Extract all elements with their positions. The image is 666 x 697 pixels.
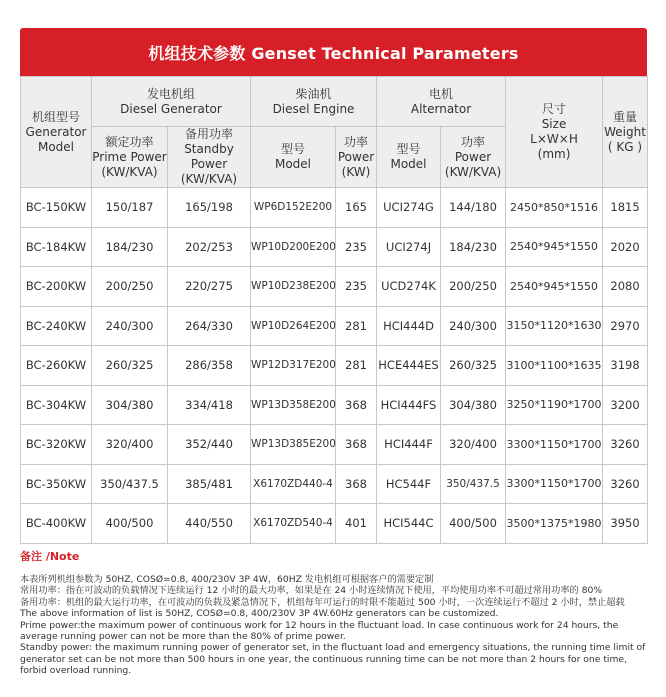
header-alternator-model: 型号 Model: [377, 127, 441, 188]
cell-alternator-model: HCI444D: [377, 306, 441, 346]
cell-alternator-power: 184/230: [441, 227, 506, 267]
cell-size: 3500*1375*1980: [506, 504, 603, 544]
cell-prime-power: 350/437.5: [92, 464, 168, 504]
table-row: [21, 425, 648, 465]
header-diesel-engine: 柴油机 Diesel Engine: [251, 77, 377, 127]
cell-alternator-model: HCE444ES: [377, 346, 441, 386]
note-line: 常用功率：指在可波动的负载情况下连续运行 12 小时的最大功率，如果是在 24 小时连续情况下使用，平均使用功率不可超过常用功率的 80%: [20, 585, 603, 597]
cell-standby-power: 165/198: [168, 188, 251, 228]
cell-weight: 2970: [603, 306, 648, 346]
note-heading: 备注 /Note: [20, 550, 80, 563]
cell-alternator-power: 400/500: [441, 504, 506, 544]
cell-engine-power: 368: [336, 464, 377, 504]
cell-engine-model: WP10D238E200: [251, 267, 336, 307]
cell-model: BC-304KW: [21, 385, 92, 425]
cell-weight: 3260: [603, 464, 648, 504]
cell-engine-power: 281: [336, 306, 377, 346]
cell-engine-model: X6170ZD440-4: [251, 464, 336, 504]
cell-standby-power: 202/253: [168, 227, 251, 267]
cell-size: 2540*945*1550: [506, 267, 603, 307]
cell-engine-power: 368: [336, 385, 377, 425]
cell-engine-power: 368: [336, 425, 377, 465]
cell-engine-power: 281: [336, 346, 377, 386]
cell-alternator-model: HCI444F: [377, 425, 441, 465]
cell-engine-power: 165: [336, 188, 377, 228]
cell-engine-model: WP10D200E200: [251, 227, 336, 267]
cell-alternator-model: UCI274G: [377, 188, 441, 228]
cell-engine-model: WP10D264E200: [251, 306, 336, 346]
header-diesel-generator: 发电机组 Diesel Generator: [92, 77, 251, 127]
cell-size: 3250*1190*1700: [506, 385, 603, 425]
table-row: [21, 306, 648, 346]
cell-model: BC-260KW: [21, 346, 92, 386]
cell-prime-power: 400/500: [92, 504, 168, 544]
cell-standby-power: 385/481: [168, 464, 251, 504]
cell-alternator-model: HCI444FS: [377, 385, 441, 425]
cell-standby-power: 264/330: [168, 306, 251, 346]
cell-weight: 1815: [603, 188, 648, 228]
cell-engine-power: 235: [336, 227, 377, 267]
cell-prime-power: 320/400: [92, 425, 168, 465]
cell-alternator-model: HC544F: [377, 464, 441, 504]
cell-prime-power: 240/300: [92, 306, 168, 346]
cell-size: 2540*945*1550: [506, 227, 603, 267]
cell-prime-power: 200/250: [92, 267, 168, 307]
cell-engine-power: 401: [336, 504, 377, 544]
cell-alternator-power: 240/300: [441, 306, 506, 346]
header-standby-power: 备用功率 Standby Power (KW/KVA): [168, 127, 251, 188]
cell-prime-power: 184/230: [92, 227, 168, 267]
cell-weight: 2020: [603, 227, 648, 267]
cell-model: BC-184KW: [21, 227, 92, 267]
cell-prime-power: 260/325: [92, 346, 168, 386]
table-row: [21, 504, 648, 544]
note-line: Prime power:the maximum power of continuous work for 12 hours in the fluctuant load. In case continuous work for 24 hours, the average running power can not be more than the 80% of prime power.: [20, 619, 619, 643]
cell-model: BC-400KW: [21, 504, 92, 544]
note-line: 备用功率：机组的最大运行功率，在可波动的负载及紧急情况下，机组每年可运行的时限不能超过 500 小时，一次连续运行不超过 2 小时，禁止超载: [20, 596, 625, 608]
cell-weight: 3260: [603, 425, 648, 465]
cell-engine-model: WP13D385E200: [251, 425, 336, 465]
table-row: [21, 188, 648, 228]
cell-engine-model: WP6D152E200: [251, 188, 336, 228]
cell-alternator-power: 350/437.5: [441, 464, 506, 504]
cell-weight: 2080: [603, 267, 648, 307]
cell-weight: 3950: [603, 504, 648, 544]
cell-standby-power: 220/275: [168, 267, 251, 307]
cell-standby-power: 334/418: [168, 385, 251, 425]
header-weight: 重量 Weight ( KG ): [603, 77, 648, 188]
cell-model: BC-320KW: [21, 425, 92, 465]
table-title-banner: [20, 28, 647, 76]
header-engine-model: 型号 Model: [251, 127, 336, 188]
cell-alternator-power: 260/325: [441, 346, 506, 386]
note-line: 本表所列机组参数为 50HZ, COSØ=0.8, 400/230V 3P 4W，60HZ 发电机组可根据客户的需要定制: [20, 574, 434, 585]
table-row: [21, 346, 648, 386]
cell-model: BC-150KW: [21, 188, 92, 228]
cell-standby-power: 352/440: [168, 425, 251, 465]
cell-alternator-power: 200/250: [441, 267, 506, 307]
table-row: [21, 385, 648, 425]
header-alternator-power: 功率 Power (KW/KVA): [441, 127, 506, 188]
cell-size: 3300*1150*1700: [506, 425, 603, 465]
cell-alternator-model: UCI274J: [377, 227, 441, 267]
cell-engine-model: WP12D317E200: [251, 346, 336, 386]
cell-standby-power: 440/550: [168, 504, 251, 544]
note-line: The above information of list is 50HZ, COSØ=0.8, 400/230V 3P 4W.60Hz generators can be customized.: [20, 608, 499, 620]
table-row: [21, 227, 648, 267]
header-engine-power: 功率 Power (KW): [336, 127, 377, 188]
cell-standby-power: 286/358: [168, 346, 251, 386]
cell-engine-power: 235: [336, 267, 377, 307]
cell-size: 3100*1100*1635: [506, 346, 603, 386]
cell-size: 2450*850*1516: [506, 188, 603, 228]
cell-size: 3300*1150*1700: [506, 464, 603, 504]
cell-alternator-power: 304/380: [441, 385, 506, 425]
cell-prime-power: 304/380: [92, 385, 168, 425]
genset-spec-table: [20, 76, 648, 544]
cell-weight: 3200: [603, 385, 648, 425]
table-title: 机组技术参数 Genset Technical Parameters: [148, 43, 519, 63]
cell-alternator-model: HCI544C: [377, 504, 441, 544]
header-size: 尺寸 Size L×W×H (mm): [506, 77, 603, 188]
cell-alternator-power: 144/180: [441, 188, 506, 228]
header-model: 机组型号 Generator Model: [21, 77, 92, 188]
table-row: [21, 267, 648, 307]
cell-prime-power: 150/187: [92, 188, 168, 228]
note-line: Standby power: the maximum running power of generator set, in the fluctuant load and emergency situations, the running time limit of generator set can be not more than 500 hours in one year, the continuous running time can be not more than 2 hours for one time, forbid overload running.: [20, 642, 646, 677]
header-prime-power: 额定功率 Prime Power (KW/KVA): [92, 127, 168, 188]
cell-size: 3150*1120*1630: [506, 306, 603, 346]
table-row: [21, 464, 648, 504]
cell-model: BC-240KW: [21, 306, 92, 346]
cell-alternator-model: UCD274K: [377, 267, 441, 307]
cell-model: BC-200KW: [21, 267, 92, 307]
cell-model: BC-350KW: [21, 464, 92, 504]
cell-engine-model: X6170ZD540-4: [251, 504, 336, 544]
header-alternator: 电机 Alternator: [377, 77, 506, 127]
cell-weight: 3198: [603, 346, 648, 386]
notes-block: [20, 574, 648, 677]
cell-engine-model: WP13D358E200: [251, 385, 336, 425]
cell-alternator-power: 320/400: [441, 425, 506, 465]
